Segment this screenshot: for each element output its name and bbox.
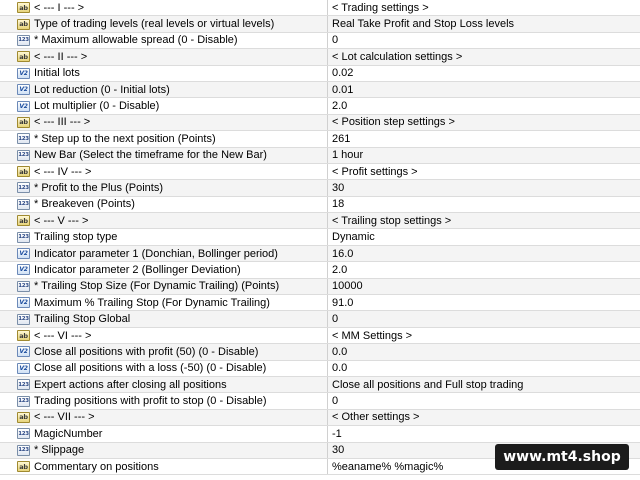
double-type-icon: V2: [17, 363, 30, 374]
param-value[interactable]: %eaname% %magic%: [332, 460, 444, 473]
param-name: < --- III --- >: [34, 116, 91, 129]
integer-type-icon: 123: [17, 445, 30, 456]
double-type-icon: V2: [17, 346, 30, 357]
param-name-cell: [0, 426, 328, 441]
param-name: Maximum % Trailing Stop (For Dynamic Trailing): [34, 296, 270, 309]
param-value[interactable]: < Trading settings >: [332, 1, 429, 14]
param-row[interactable]: [0, 66, 640, 82]
param-name: Lot multiplier (0 - Disable): [34, 100, 160, 113]
param-row[interactable]: [0, 115, 640, 131]
param-row[interactable]: [0, 344, 640, 360]
param-name: Expert actions after closing all positions: [34, 378, 227, 391]
param-row[interactable]: [0, 180, 640, 196]
param-name-cell: [0, 180, 328, 195]
param-value[interactable]: 0: [332, 34, 339, 47]
param-row[interactable]: [0, 229, 640, 245]
double-type-icon: V2: [17, 68, 30, 79]
integer-type-icon: 123: [17, 133, 30, 144]
param-row[interactable]: [0, 426, 640, 442]
param-name: Commentary on positions: [34, 460, 159, 473]
param-name: Trading positions with profit to stop (0 - Disable): [34, 395, 267, 408]
string-type-icon: ab: [17, 215, 30, 226]
param-value[interactable]: -1: [332, 427, 342, 440]
param-name-cell: [0, 361, 328, 376]
integer-type-icon: 123: [17, 396, 30, 407]
param-name-cell: [0, 98, 328, 113]
param-row[interactable]: [0, 82, 640, 98]
param-name: Indicator parameter 2 (Bollinger Deviation): [34, 263, 241, 276]
param-row[interactable]: [0, 16, 640, 32]
param-name-cell: [0, 443, 328, 458]
string-type-icon: ab: [17, 19, 30, 30]
param-name: Initial lots: [34, 67, 80, 80]
param-name-cell: [0, 410, 328, 425]
param-name-cell: [0, 295, 328, 310]
param-name: < --- I --- >: [34, 1, 85, 14]
param-value[interactable]: 16.0: [332, 247, 354, 260]
param-row[interactable]: [0, 393, 640, 409]
param-name: < --- VII --- >: [34, 411, 95, 424]
param-value[interactable]: 2.0: [332, 100, 348, 113]
param-value[interactable]: 30: [332, 444, 345, 457]
param-row[interactable]: [0, 197, 640, 213]
param-row[interactable]: [0, 311, 640, 327]
param-value[interactable]: < Lot calculation settings >: [332, 50, 463, 63]
param-value[interactable]: 261: [332, 132, 351, 145]
string-type-icon: ab: [17, 330, 30, 341]
param-row[interactable]: [0, 49, 640, 65]
param-name-cell: [0, 393, 328, 408]
param-name: Type of trading levels (real levels or virtual levels): [34, 18, 275, 31]
param-row[interactable]: [0, 213, 640, 229]
integer-type-icon: 123: [17, 232, 30, 243]
param-value[interactable]: Close all positions and Full stop trading: [332, 378, 524, 391]
param-row[interactable]: [0, 246, 640, 262]
param-row[interactable]: [0, 328, 640, 344]
param-row[interactable]: [0, 377, 640, 393]
double-type-icon: V2: [17, 101, 30, 112]
integer-type-icon: 123: [17, 281, 30, 292]
param-name: < --- V --- >: [34, 214, 89, 227]
double-type-icon: V2: [17, 84, 30, 95]
param-name: * Slippage: [34, 444, 85, 457]
param-name: New Bar (Select the timeframe for the New Bar): [34, 149, 267, 162]
param-value[interactable]: 0.0: [332, 362, 348, 375]
param-name-cell: [0, 49, 328, 64]
string-type-icon: ab: [17, 461, 30, 472]
param-name-cell: [0, 16, 328, 31]
param-name-cell: [0, 115, 328, 130]
param-value[interactable]: 0: [332, 395, 339, 408]
integer-type-icon: 123: [17, 199, 30, 210]
watermark: www.mt4.shop: [495, 444, 629, 470]
param-name: MagicNumber: [34, 427, 103, 440]
param-value[interactable]: 0.02: [332, 67, 354, 80]
integer-type-icon: 123: [17, 314, 30, 325]
string-type-icon: ab: [17, 2, 30, 13]
param-row[interactable]: [0, 33, 640, 49]
param-value[interactable]: 91.0: [332, 296, 354, 309]
param-name-cell: [0, 148, 328, 163]
param-name-cell: [0, 0, 328, 15]
param-name-cell: [0, 33, 328, 48]
param-value[interactable]: < Position step settings >: [332, 116, 455, 129]
param-name-cell: [0, 66, 328, 81]
double-type-icon: V2: [17, 264, 30, 275]
param-row[interactable]: [0, 98, 640, 114]
param-name-cell: [0, 262, 328, 277]
param-name-cell: [0, 279, 328, 294]
integer-type-icon: 123: [17, 182, 30, 193]
param-name: * Step up to the next position (Points): [34, 132, 216, 145]
param-value[interactable]: 10000: [332, 280, 363, 293]
param-value[interactable]: 0.0: [332, 345, 348, 358]
param-value[interactable]: Real Take Profit and Stop Loss levels: [332, 18, 515, 31]
param-row[interactable]: [0, 148, 640, 164]
param-name: < --- IV --- >: [34, 165, 92, 178]
param-name-cell: [0, 311, 328, 326]
param-row[interactable]: [0, 131, 640, 147]
param-row[interactable]: [0, 164, 640, 180]
param-value[interactable]: 2.0: [332, 263, 348, 276]
param-name: * Maximum allowable spread (0 - Disable): [34, 34, 238, 47]
param-name-cell: [0, 82, 328, 97]
param-value[interactable]: < Trailing stop settings >: [332, 214, 452, 227]
param-value[interactable]: < Other settings >: [332, 411, 420, 424]
param-name-cell: [0, 246, 328, 261]
param-value[interactable]: < Profit settings >: [332, 165, 418, 178]
param-name-cell: [0, 459, 328, 474]
integer-type-icon: 123: [17, 35, 30, 46]
param-name: Lot reduction (0 - Initial lots): [34, 83, 170, 96]
double-type-icon: V2: [17, 248, 30, 259]
param-name: Close all positions with a loss (-50) (0 - Disable): [34, 362, 267, 375]
param-name: < --- II --- >: [34, 50, 88, 63]
param-value[interactable]: 30: [332, 181, 345, 194]
param-row[interactable]: [0, 295, 640, 311]
param-name-cell: [0, 131, 328, 146]
param-name-cell: [0, 229, 328, 244]
param-row[interactable]: [0, 0, 640, 16]
param-name: * Trailing Stop Size (For Dynamic Trailing) (Points): [34, 280, 280, 293]
param-name: Trailing stop type: [34, 231, 118, 244]
param-name-cell: [0, 344, 328, 359]
param-value[interactable]: 1 hour: [332, 149, 364, 162]
string-type-icon: ab: [17, 412, 30, 423]
double-type-icon: V2: [17, 297, 30, 308]
param-value[interactable]: 0: [332, 313, 339, 326]
integer-type-icon: 123: [17, 379, 30, 390]
param-value[interactable]: < MM Settings >: [332, 329, 413, 342]
param-name: Trailing Stop Global: [34, 313, 131, 326]
string-type-icon: ab: [17, 51, 30, 62]
integer-type-icon: 123: [17, 150, 30, 161]
param-value[interactable]: Dynamic: [332, 231, 375, 244]
param-name-cell: [0, 164, 328, 179]
param-row[interactable]: [0, 410, 640, 426]
param-row[interactable]: [0, 361, 640, 377]
param-name: * Profit to the Plus (Points): [34, 181, 163, 194]
param-row[interactable]: [0, 279, 640, 295]
param-name: Indicator parameter 1 (Donchian, Bollinger period): [34, 247, 278, 260]
param-value[interactable]: 0.01: [332, 83, 354, 96]
param-row[interactable]: [0, 262, 640, 278]
param-name-cell: [0, 197, 328, 212]
param-name-cell: [0, 377, 328, 392]
param-name: Close all positions with profit (50) (0 - Disable): [34, 345, 259, 358]
param-value[interactable]: 18: [332, 198, 345, 211]
param-name: < --- VI --- >: [34, 329, 92, 342]
param-name-cell: [0, 328, 328, 343]
param-name: * Breakeven (Points): [34, 198, 135, 211]
string-type-icon: ab: [17, 117, 30, 128]
param-name-cell: [0, 213, 328, 228]
string-type-icon: ab: [17, 166, 30, 177]
integer-type-icon: 123: [17, 428, 30, 439]
